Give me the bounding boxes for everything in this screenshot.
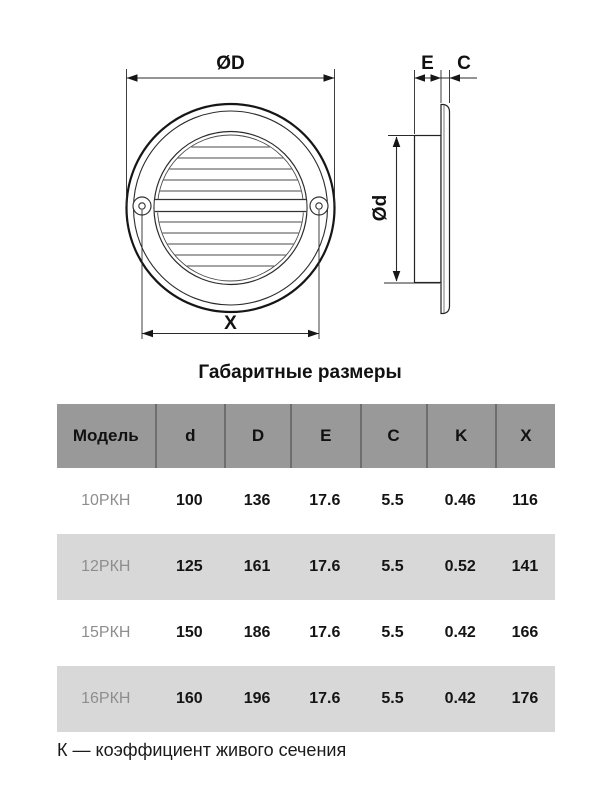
- table-row: [57, 468, 555, 534]
- dimensions-table: [57, 404, 555, 732]
- table-header-cell: K: [426, 404, 495, 468]
- label-hole-spacing: X: [224, 313, 237, 334]
- table-cell: 0.46: [444, 492, 476, 509]
- table-cell: 116: [512, 492, 538, 509]
- table-cell: 17.6: [309, 492, 341, 509]
- label-spigot-diameter: Ød: [370, 194, 391, 222]
- table-cell: 166: [511, 624, 539, 641]
- label-depth: E: [421, 53, 434, 74]
- table-cell: 161: [243, 558, 271, 575]
- label-flange-thickness: C: [457, 53, 471, 74]
- table-cell: 136: [243, 492, 271, 509]
- table-header-cell: d: [155, 404, 224, 468]
- table-header-cell: C: [360, 404, 426, 468]
- table-header-cell: X: [495, 404, 555, 468]
- table-cell: 196: [243, 690, 271, 707]
- table-cell: 0.42: [444, 690, 476, 707]
- table-cell: 0.42: [444, 624, 476, 641]
- table-row: [57, 534, 555, 600]
- grille-side-view: [370, 53, 477, 314]
- table-cell: 186: [243, 624, 271, 641]
- table-row: [57, 600, 555, 666]
- center-band: [150, 199, 312, 213]
- table-cell: 176: [511, 690, 539, 707]
- label-outer-diameter: ØD: [216, 53, 245, 74]
- table-row: [57, 666, 555, 732]
- table-header-cell: D: [224, 404, 290, 468]
- table-cell: 0.52: [444, 558, 476, 575]
- table-cell: 150: [175, 624, 203, 641]
- table-cell: 17.6: [309, 558, 341, 575]
- table-header-cell: Модель: [72, 426, 139, 445]
- model-name: 16РКН: [81, 690, 131, 707]
- table-header-cell: E: [290, 404, 359, 468]
- table-cell: 125: [175, 558, 203, 575]
- section-title: Габаритные размеры: [198, 362, 402, 383]
- table-cell: 5.5: [381, 558, 404, 575]
- table-cell: 141: [511, 558, 539, 575]
- model-name: 10РКН: [81, 492, 131, 509]
- table-header-row: [57, 404, 555, 468]
- spigot-profile: [415, 136, 442, 283]
- coefficient-footnote: К — коэффициент живого сечения: [57, 740, 347, 760]
- table-cell: 5.5: [381, 690, 404, 707]
- table-cell: 17.6: [309, 624, 341, 641]
- table-cell: 17.6: [309, 690, 341, 707]
- model-name: 15РКН: [81, 624, 131, 641]
- flange-profile: [441, 105, 450, 314]
- table-cell: 100: [175, 492, 203, 509]
- table-cell: 5.5: [381, 492, 404, 509]
- table-cell: 160: [175, 690, 203, 707]
- table-cell: 5.5: [381, 624, 404, 641]
- grille-front-view: [127, 53, 335, 339]
- model-name: 12РКН: [81, 558, 131, 575]
